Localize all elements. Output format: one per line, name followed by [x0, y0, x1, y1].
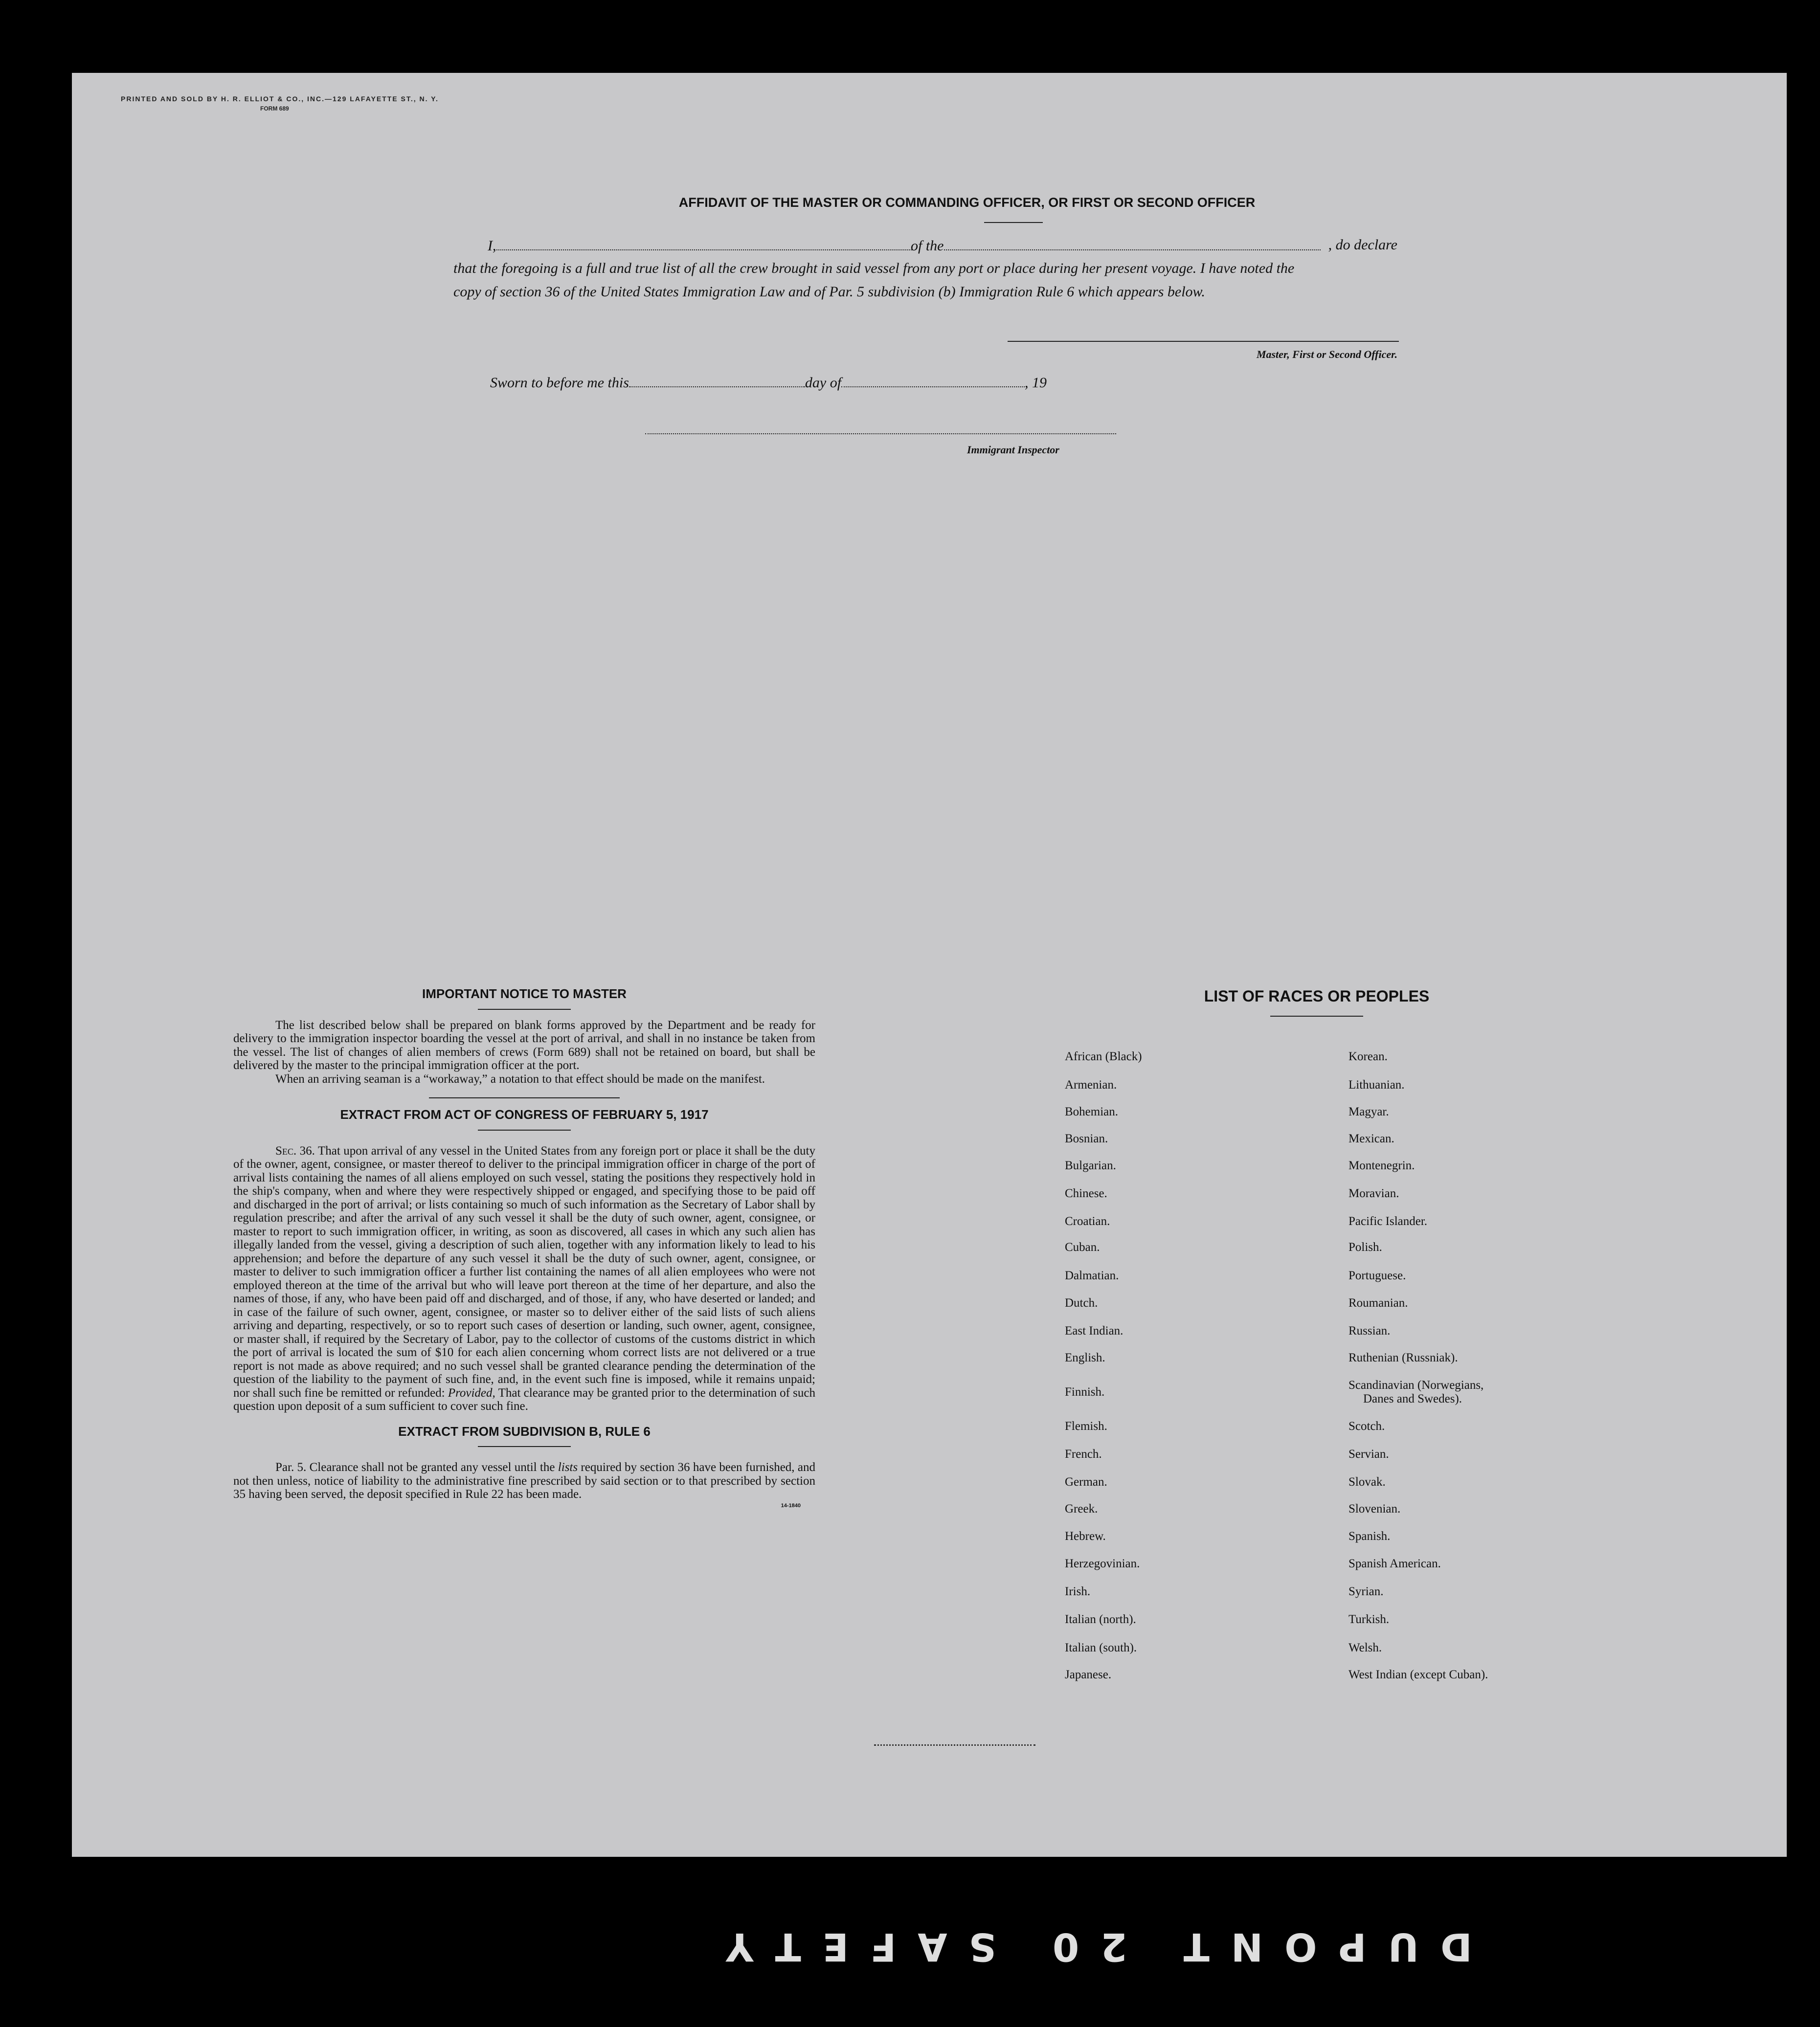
race-item: Finnish.	[1065, 1385, 1105, 1399]
section-text: That upon arrival of any vessel in the United States from any foreign port or place it shall be the duty of the owner, agent, consignee, or master thereof to deliver to the principal immigration officer in charge of the port of arrival lists containing the names of all aliens employed on such vessel, stating the positions they respectively hold in the ship's company, when and where they were respectively shipped or engaged, and specifying those to be paid off and discharged in the port of arrival; or lists containing so much of such information as the Secretary of Labor shall by regulation prescribe; and after the arrival of any such vessel it shall be the duty of such owner, agent, consignee, or master to report to such immigration officer, in writing, as soon as discovered, all cases in which any such alien has illegally landed from the vessel, giving a description of such alien, together with any information likely to lead to his apprehension; and before the departure of any such vessel it shall be the duty of such owner, agent, consignee, or master to deliver to such immigration officer a further list containing the names of all alien employees who were not employed thereon at the time of the arrival but who will leave port thereon at the time of her departure, and also the names of those, if any, who have been paid off and discharged, and of those, if any, who have deserted or landed; and in case of the failure of such owner, agent, consignee, or master so to deliver either of the said lists of such aliens arriving and departing, respectively, or so to report such cases of desertion or landing, such owner, agent, consignee, or master shall, if required by the Secretary of Labor, pay to the collector of customs of the customs district in which the port of arrival is located the sum of $10 for each alien concerning whom correct lists are not delivered or a true report is not made as above required; and no such vessel shall be granted clearance pending the determination of the question of the liability to the payment of such fine, and, in the event such fine is imposed, while it remains unpaid; nor shall such fine be remitted or refunded:	[233, 1144, 815, 1400]
race-item: Dutch.	[1065, 1296, 1098, 1310]
race-item: Korean.	[1348, 1050, 1388, 1063]
race-item: Croatian.	[1065, 1215, 1110, 1228]
race-item: Portuguese.	[1348, 1269, 1406, 1282]
race-item: Hebrew.	[1065, 1530, 1106, 1543]
form-code: 14-1840	[781, 1502, 801, 1509]
race-item: Bohemian.	[1065, 1105, 1119, 1118]
race-item: Armenian.	[1065, 1078, 1117, 1091]
race-item: African (Black)	[1065, 1050, 1142, 1063]
inspector-signature-line[interactable]	[645, 433, 1116, 434]
section-label: Sec. 36.	[275, 1144, 315, 1158]
section-divider	[429, 1097, 620, 1098]
notice-title-rule	[478, 1009, 571, 1010]
section-text-end: That clearance may be granted prior to the determination of such question upon deposit of a sum sufficient to cover such fine.	[233, 1386, 816, 1413]
race-item: Montenegrin.	[1348, 1159, 1415, 1172]
race-item: Slovak.	[1348, 1475, 1386, 1489]
race-item: Servian.	[1348, 1448, 1389, 1461]
race-item: Polish.	[1348, 1241, 1382, 1254]
sworn-day-blank[interactable]	[629, 374, 805, 387]
sworn-line	[490, 374, 1047, 391]
race-item: Herzegovinian.	[1065, 1557, 1140, 1570]
race-item: Scotch.	[1348, 1420, 1385, 1433]
race-item: Syrian.	[1348, 1585, 1384, 1598]
inspector-label: Immigrant Inspector	[967, 444, 1059, 456]
sworn-label: Sworn to before me this	[490, 375, 629, 391]
dotted-leader	[874, 1744, 1035, 1746]
officer-signature-label: Master, First or Second Officer.	[1256, 348, 1397, 360]
race-item: Italian (north).	[1065, 1613, 1136, 1626]
printer-imprint: PRINTED AND SOLD BY H. R. ELLIOT & CO., INC.—129 LAFAYETTE ST., N. Y.	[121, 95, 439, 103]
form-number: FORM 689	[260, 105, 289, 112]
race-item: German.	[1065, 1475, 1107, 1489]
race-item: Lithuanian.	[1348, 1078, 1405, 1091]
day-of-label: day of	[805, 375, 842, 391]
lists-word: lists	[558, 1461, 578, 1474]
rule6-paragraph	[233, 1461, 815, 1501]
races-title-rule	[1270, 1016, 1363, 1017]
race-item: Bulgarian.	[1065, 1159, 1116, 1172]
race-item: Scandinavian (Norwegians,	[1348, 1379, 1484, 1392]
race-item: West Indian (except Cuban).	[1348, 1668, 1488, 1681]
declaration-text-2: that the foregoing is a full and true list of all the crew brought in said vessel from any port or place during her present voyage. I have noted the	[453, 260, 1295, 276]
race-item: Italian (south).	[1065, 1641, 1137, 1654]
vessel-label: of the	[911, 238, 944, 254]
act-title-rule	[478, 1130, 571, 1131]
race-item: Greek.	[1065, 1502, 1098, 1515]
notice-title: IMPORTANT NOTICE TO MASTER	[422, 986, 627, 1001]
race-item: French.	[1065, 1448, 1102, 1461]
race-item: East Indian.	[1065, 1324, 1123, 1337]
affidavit-title: AFFIDAVIT OF THE MASTER OR COMMANDING OFFICER, OR FIRST OR SECOND OFFICER	[678, 195, 1256, 210]
race-item: Cuban.	[1065, 1241, 1100, 1254]
race-item: Chinese.	[1065, 1187, 1107, 1200]
race-item: English.	[1065, 1351, 1105, 1364]
act-title: EXTRACT FROM ACT OF CONGRESS OF FEBRUARY 5, 1917	[340, 1107, 709, 1122]
notice-paragraph-1: The list described below shall be prepared on blank forms approved by the Department and be ready for delivery to the immigration inspector boarding the vessel at the port of arrival, and shall in no instance be taken from the vessel. The list of changes of alien members of crews (Form 689) shall not be retained on board, but shall be delivered by the master to the principal immigration officer at the port.	[233, 1018, 815, 1072]
race-item: Slovenian.	[1348, 1502, 1401, 1515]
notice-paragraph-2: When an arriving seaman is a “workaway,” a notation to that effect should be made on the manifest.	[275, 1072, 765, 1086]
sworn-month-blank[interactable]	[841, 374, 1025, 387]
race-item: Turkish.	[1348, 1613, 1390, 1626]
rule6-text-end: required by section 36 have been furnished, and not then unless, notice of liability to the administrative fine prescribed by said section or to that prescribed by section 35 having been served, the deposit specified in Rule 22 has been made.	[233, 1461, 815, 1501]
race-item: Moravian.	[1348, 1187, 1399, 1200]
race-item: Ruthenian (Russniak).	[1348, 1351, 1458, 1364]
year-label: , 19	[1025, 375, 1047, 391]
rule6-title: EXTRACT FROM SUBDIVISION B, RULE 6	[398, 1424, 651, 1439]
document-page	[72, 73, 1787, 1857]
race-item: Spanish American.	[1348, 1557, 1441, 1570]
race-item: Japanese.	[1065, 1668, 1112, 1681]
race-item: Bosnian.	[1065, 1132, 1108, 1145]
rule6-text: Par. 5. Clearance shall not be granted any vessel until the	[275, 1461, 558, 1474]
provided-word: Provided,	[448, 1386, 495, 1400]
race-item: Roumanian.	[1348, 1296, 1408, 1310]
rule6-title-rule	[478, 1446, 571, 1447]
race-item: Mexican.	[1348, 1132, 1394, 1145]
notice-column	[233, 987, 815, 1513]
film-edge-imprint: DUPONT 20 SAFETY	[704, 1924, 1472, 1968]
race-item: Dalmatian.	[1065, 1269, 1119, 1282]
race-item: Spanish.	[1348, 1530, 1391, 1543]
officer-signature-line[interactable]	[1008, 341, 1399, 342]
declarant-label: I,	[488, 238, 496, 254]
race-item: Irish.	[1065, 1585, 1091, 1598]
declaration-text-3: copy of section 36 of the United States Immigration Law and of Par. 5 subdivision (b) Immigration Rule 6 which appears below.	[453, 284, 1205, 300]
act-section-36	[233, 1144, 815, 1413]
race-item: Magyar.	[1348, 1105, 1389, 1118]
declarant-name-blank[interactable]	[496, 237, 912, 250]
race-item: Russian.	[1348, 1324, 1391, 1337]
race-item: Flemish.	[1065, 1420, 1107, 1433]
race-item: Welsh.	[1348, 1641, 1382, 1654]
affidavit-section	[453, 73, 1481, 474]
vessel-name-blank[interactable]	[944, 237, 1321, 250]
race-item: Pacific Islander.	[1348, 1215, 1428, 1228]
race-item-continuation: Danes and Swedes).	[1363, 1392, 1462, 1405]
races-title: LIST OF RACES OR PEOPLES	[1204, 987, 1430, 1005]
title-underline	[984, 222, 1043, 223]
declare-text: , do declare	[1328, 237, 1397, 253]
